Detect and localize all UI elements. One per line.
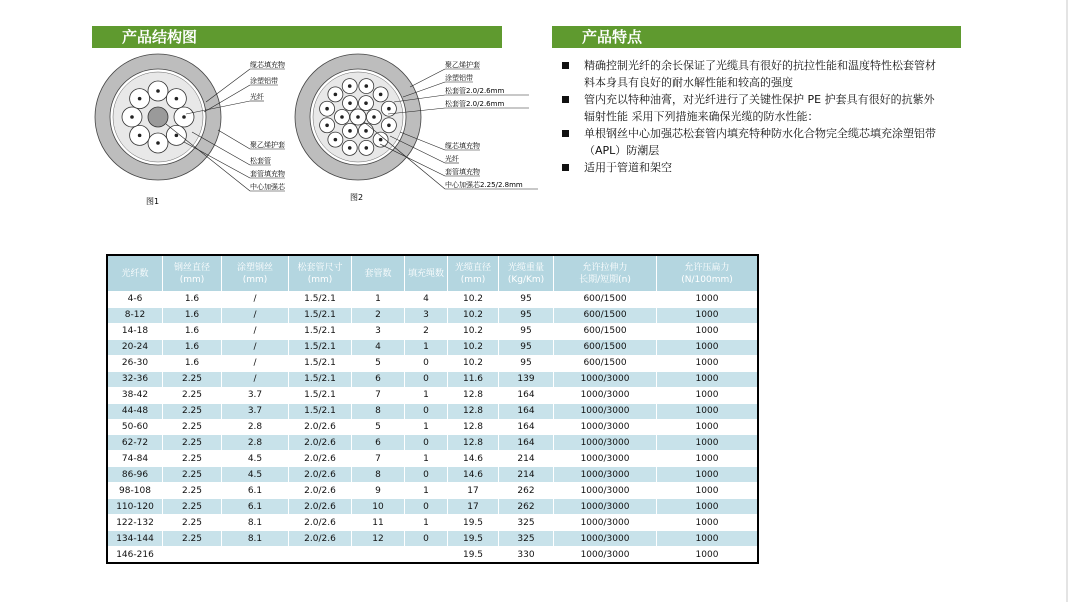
table-cell: 8.1: [222, 515, 289, 531]
table-cell: 214: [499, 467, 554, 483]
table-cell: 2.25: [163, 515, 222, 531]
table-cell: 2.25: [163, 387, 222, 403]
table-cell: 600/1500: [554, 307, 657, 323]
table-cell: 2.0/2.6: [289, 435, 352, 451]
table-cell: 2.8: [222, 435, 289, 451]
table-cell: 2.25: [163, 403, 222, 419]
table-cell: 1000/3000: [554, 515, 657, 531]
table-cell: /: [222, 292, 289, 308]
table-row: [107, 419, 758, 435]
table-cell: 2.25: [163, 499, 222, 515]
table-cell: 1000: [657, 323, 759, 339]
feature-item: [560, 57, 940, 91]
diagram-label: 聚乙烯护套: [250, 141, 285, 149]
table-cell: 1000: [657, 355, 759, 371]
table-cell: 2.25: [163, 435, 222, 451]
diagram-label: 松套管2.0/2.6mm: [445, 87, 505, 95]
table-cell: 17: [448, 483, 499, 499]
loose-tube: [350, 109, 366, 125]
loose-tube: [320, 101, 335, 116]
table-row: [107, 387, 758, 403]
table-cell: 1000: [657, 371, 759, 387]
table-row: [107, 547, 758, 564]
table-cell: 1: [352, 292, 405, 308]
table-cell: [352, 547, 405, 564]
table-cell: 14.6: [448, 451, 499, 467]
table-row: [107, 515, 758, 531]
table-cell: 2.0/2.6: [289, 451, 352, 467]
table-cell: 7: [352, 387, 405, 403]
square-bullet-icon: [562, 164, 569, 171]
table-cell: 1000: [657, 547, 759, 564]
loose-tube: [367, 110, 382, 125]
table-cell: 2: [352, 307, 405, 323]
table-cell: 1.5/2.1: [289, 355, 352, 371]
table-cell: 2: [405, 323, 448, 339]
loose-tube: [328, 132, 343, 147]
figure2-cross-section: [295, 54, 538, 189]
diagram-label: 套管填充物: [445, 168, 480, 176]
loose-tube: [335, 110, 350, 125]
table-cell: 11: [352, 515, 405, 531]
central-strength-member: [148, 107, 168, 127]
feature-item: [560, 91, 940, 125]
table-row: [107, 467, 758, 483]
column-header: 填充绳数: [405, 255, 448, 292]
table-cell: 1000: [657, 531, 759, 547]
table-cell: 8-12: [107, 307, 163, 323]
table-cell: 3: [352, 323, 405, 339]
table-cell: 600/1500: [554, 339, 657, 355]
table-cell: 1.6: [163, 292, 222, 308]
column-header: 涂塑钢丝 (mm): [222, 255, 289, 292]
table-cell: [405, 547, 448, 564]
column-header: 钢丝直径 (mm): [163, 255, 222, 292]
table-cell: /: [222, 371, 289, 387]
table-cell: 1000: [657, 339, 759, 355]
table-cell: 1000/3000: [554, 435, 657, 451]
table-row: [107, 531, 758, 547]
loose-tube: [342, 140, 357, 155]
table-cell: 10.2: [448, 323, 499, 339]
table-cell: 4.5: [222, 451, 289, 467]
feature-item: [560, 159, 940, 176]
table-header-row: [107, 255, 758, 292]
table-cell: 325: [499, 515, 554, 531]
table-row: [107, 451, 758, 467]
diagram-label: 套管填充物: [250, 170, 285, 178]
loose-tube: [359, 123, 374, 138]
features-section-title: 产品特点: [582, 28, 643, 46]
table-cell: 2.8: [222, 419, 289, 435]
structure-section-title: 产品结构图: [122, 28, 198, 46]
table-cell: 95: [499, 355, 554, 371]
cable-structure-diagrams: [88, 52, 538, 212]
diagram-label: 涂塑铝带: [445, 74, 473, 82]
table-row: [107, 339, 758, 355]
table-cell: 0: [405, 467, 448, 483]
loose-tube: [122, 107, 142, 127]
table-cell: 1000/3000: [554, 387, 657, 403]
table-cell: 1000/3000: [554, 547, 657, 564]
table-cell: 600/1500: [554, 355, 657, 371]
table-cell: [163, 547, 222, 564]
diagram-label: 光纤: [250, 93, 264, 101]
table-cell: 2.25: [163, 483, 222, 499]
loose-tube: [359, 96, 374, 111]
diagram-label: 聚乙烯护套: [445, 61, 480, 69]
table-cell: 1: [405, 451, 448, 467]
table-cell: 32-36: [107, 371, 163, 387]
table-cell: 1000: [657, 419, 759, 435]
table-cell: 1000/3000: [554, 531, 657, 547]
loose-tube: [373, 132, 388, 147]
table-cell: 1000: [657, 307, 759, 323]
table-cell: 1000: [657, 435, 759, 451]
column-header: 允许拉伸力 长期/短期(n): [554, 255, 657, 292]
table-cell: /: [222, 307, 289, 323]
loose-tube: [342, 79, 357, 94]
column-header: 套管数: [352, 255, 405, 292]
table-cell: 3.7: [222, 387, 289, 403]
table-cell: 2.25: [163, 371, 222, 387]
table-cell: 1000: [657, 292, 759, 308]
loose-tube: [148, 81, 168, 101]
table-cell: 4-6: [107, 292, 163, 308]
table-cell: 4: [405, 292, 448, 308]
table-cell: 95: [499, 307, 554, 323]
table-cell: 26-30: [107, 355, 163, 371]
table-cell: 600/1500: [554, 323, 657, 339]
loose-tube: [359, 140, 374, 155]
table-cell: 1000: [657, 403, 759, 419]
table-cell: 164: [499, 419, 554, 435]
table-cell: 1000/3000: [554, 483, 657, 499]
diagram-label: 中心加强芯: [250, 183, 285, 191]
table-cell: 1000/3000: [554, 371, 657, 387]
loose-tube: [148, 133, 168, 153]
table-cell: 1.5/2.1: [289, 307, 352, 323]
table-cell: /: [222, 323, 289, 339]
table-cell: 10.2: [448, 292, 499, 308]
table-cell: 1: [405, 483, 448, 499]
table-cell: 3: [405, 307, 448, 323]
table-cell: 0: [405, 499, 448, 515]
table-cell: 110-120: [107, 499, 163, 515]
loose-tube: [381, 118, 396, 133]
table-cell: 12.8: [448, 387, 499, 403]
table-cell: 1.5/2.1: [289, 323, 352, 339]
table-cell: 8.1: [222, 531, 289, 547]
figure2-caption: 图2: [350, 193, 364, 202]
loose-tube: [343, 96, 358, 111]
table-cell: 1000/3000: [554, 451, 657, 467]
table-cell: 2.0/2.6: [289, 419, 352, 435]
table-cell: 4.5: [222, 467, 289, 483]
diagram-label: 松套管: [250, 157, 271, 165]
column-header: 允许压扁力 (N/100mm): [657, 255, 759, 292]
loose-tube: [166, 125, 186, 145]
table-cell: 10.2: [448, 307, 499, 323]
table-row: [107, 371, 758, 387]
table-cell: 10.2: [448, 355, 499, 371]
table-cell: 139: [499, 371, 554, 387]
table-cell: 164: [499, 435, 554, 451]
table-cell: 0: [405, 435, 448, 451]
table-row: [107, 307, 758, 323]
table-cell: 325: [499, 531, 554, 547]
table-cell: 1000: [657, 499, 759, 515]
table-cell: 134-144: [107, 531, 163, 547]
table-cell: 12: [352, 531, 405, 547]
table-cell: 95: [499, 292, 554, 308]
table-cell: 95: [499, 339, 554, 355]
diagram-label: 松套管2.0/2.6mm: [445, 100, 505, 108]
table-cell: [222, 547, 289, 564]
table-cell: 1.6: [163, 323, 222, 339]
table-cell: 6: [352, 435, 405, 451]
loose-tube: [166, 89, 186, 109]
table-cell: 11.6: [448, 371, 499, 387]
table-cell: 1: [405, 387, 448, 403]
table-cell: 1.5/2.1: [289, 339, 352, 355]
table-cell: 1000: [657, 451, 759, 467]
feature-text: 单根钢丝中心加强芯松套管内填充特种防水化合物完全缆芯填充涂塑铝带（APL）防潮层: [584, 127, 936, 157]
table-cell: 6.1: [222, 483, 289, 499]
table-row: [107, 355, 758, 371]
table-cell: 86-96: [107, 467, 163, 483]
table-cell: 1000/3000: [554, 467, 657, 483]
table-cell: 12.8: [448, 419, 499, 435]
structure-section-header: [92, 26, 502, 48]
table-row: [107, 292, 758, 308]
table-cell: 10.2: [448, 339, 499, 355]
column-header: 光纤数: [107, 255, 163, 292]
table-cell: 146-216: [107, 547, 163, 564]
diagram-label: 缆芯填充物: [445, 142, 480, 150]
loose-tube: [130, 89, 150, 109]
table-cell: 44-48: [107, 403, 163, 419]
loose-tube: [373, 87, 388, 102]
table-cell: 1000: [657, 387, 759, 403]
feature-text: 管内充以特种油膏，对光纤进行了关键性保护 PE 护套具有很好的抗紫外辐射性能 采用下列措施来确保光缆的防水性能：: [584, 93, 935, 123]
table-cell: 1000/3000: [554, 499, 657, 515]
table-cell: 2.0/2.6: [289, 531, 352, 547]
table-cell: 0: [405, 371, 448, 387]
column-header: 松套管尺寸 (mm): [289, 255, 352, 292]
table-cell: 9: [352, 483, 405, 499]
table-cell: 2.0/2.6: [289, 515, 352, 531]
loose-tube: [320, 118, 335, 133]
table-cell: 1: [405, 515, 448, 531]
table-cell: 2.0/2.6: [289, 467, 352, 483]
table-cell: 0: [405, 531, 448, 547]
table-cell: [289, 547, 352, 564]
diagram-label: 涂塑铝带: [250, 77, 278, 85]
table-cell: 5: [352, 355, 405, 371]
table-cell: /: [222, 355, 289, 371]
table-row: [107, 403, 758, 419]
table-cell: 1000/3000: [554, 419, 657, 435]
table-cell: 6.1: [222, 499, 289, 515]
table-cell: 62-72: [107, 435, 163, 451]
square-bullet-icon: [562, 62, 569, 69]
table-cell: 0: [405, 403, 448, 419]
table-cell: 20-24: [107, 339, 163, 355]
table-cell: 2.25: [163, 419, 222, 435]
loose-tube: [328, 87, 343, 102]
square-bullet-icon: [562, 130, 569, 137]
table-cell: 164: [499, 387, 554, 403]
table-cell: 214: [499, 451, 554, 467]
table-cell: 19.5: [448, 547, 499, 564]
table-cell: 12.8: [448, 403, 499, 419]
table-row: [107, 435, 758, 451]
table-cell: 17: [448, 499, 499, 515]
table-cell: 1000: [657, 515, 759, 531]
table-cell: 2.0/2.6: [289, 483, 352, 499]
table-cell: 12.8: [448, 435, 499, 451]
loose-tube: [130, 125, 150, 145]
page-right-rule: [1066, 0, 1068, 602]
feature-list: [560, 57, 940, 176]
table-cell: 10: [352, 499, 405, 515]
table-row: [107, 483, 758, 499]
column-header: 光缆重量 (Kg/Km): [499, 255, 554, 292]
table-cell: 1.6: [163, 339, 222, 355]
figure1-caption: 图1: [146, 197, 160, 206]
feature-item: [560, 125, 940, 159]
loose-tube: [174, 107, 194, 127]
table-cell: 1.5/2.1: [289, 292, 352, 308]
feature-text: 适用于管道和架空: [584, 161, 672, 174]
table-cell: 1.5/2.1: [289, 387, 352, 403]
table-cell: 98-108: [107, 483, 163, 499]
table-cell: 1.6: [163, 307, 222, 323]
table-cell: 8: [352, 403, 405, 419]
diagram-label: 光纤: [445, 155, 459, 163]
cable-spec-table: [106, 254, 759, 564]
column-header: 光缆直径 (mm): [448, 255, 499, 292]
table-cell: 19.5: [448, 515, 499, 531]
feature-text: 精确控制光纤的余长保证了光缆具有很好的抗拉性能和温度特性松套管材料本身具有良好的耐水解性能和较高的强度: [584, 59, 936, 89]
table-cell: 3.7: [222, 403, 289, 419]
diagram-label: 缆芯填充物: [250, 61, 285, 69]
table-cell: 95: [499, 323, 554, 339]
table-cell: 262: [499, 499, 554, 515]
table-cell: 50-60: [107, 419, 163, 435]
table-cell: 1000/3000: [554, 403, 657, 419]
table-cell: 14.6: [448, 467, 499, 483]
table-cell: 1.6: [163, 355, 222, 371]
table-cell: 1000: [657, 483, 759, 499]
table-cell: 5: [352, 419, 405, 435]
table-cell: 7: [352, 451, 405, 467]
diagram-label: 中心加强芯2.25/2.8mm: [445, 181, 523, 189]
table-cell: 600/1500: [554, 292, 657, 308]
square-bullet-icon: [562, 96, 569, 103]
table-cell: 122-132: [107, 515, 163, 531]
table-cell: 164: [499, 403, 554, 419]
table-cell: 1.5/2.1: [289, 371, 352, 387]
table-row: [107, 323, 758, 339]
table-cell: 1000: [657, 467, 759, 483]
table-cell: 2.25: [163, 531, 222, 547]
table-cell: 1: [405, 419, 448, 435]
loose-tube: [359, 79, 374, 94]
loose-tube: [343, 123, 358, 138]
table-cell: 0: [405, 355, 448, 371]
table-cell: 1.5/2.1: [289, 403, 352, 419]
table-cell: 74-84: [107, 451, 163, 467]
table-cell: 38-42: [107, 387, 163, 403]
table-cell: 262: [499, 483, 554, 499]
table-cell: 2.25: [163, 467, 222, 483]
table-cell: 8: [352, 467, 405, 483]
table-cell: 4: [352, 339, 405, 355]
features-section-header: [552, 26, 961, 48]
table-cell: 2.25: [163, 451, 222, 467]
table-cell: 19.5: [448, 531, 499, 547]
table-cell: /: [222, 339, 289, 355]
table-cell: 330: [499, 547, 554, 564]
table-cell: 1: [405, 339, 448, 355]
table-cell: 2.0/2.6: [289, 499, 352, 515]
table-cell: 14-18: [107, 323, 163, 339]
table-row: [107, 499, 758, 515]
table-cell: 6: [352, 371, 405, 387]
